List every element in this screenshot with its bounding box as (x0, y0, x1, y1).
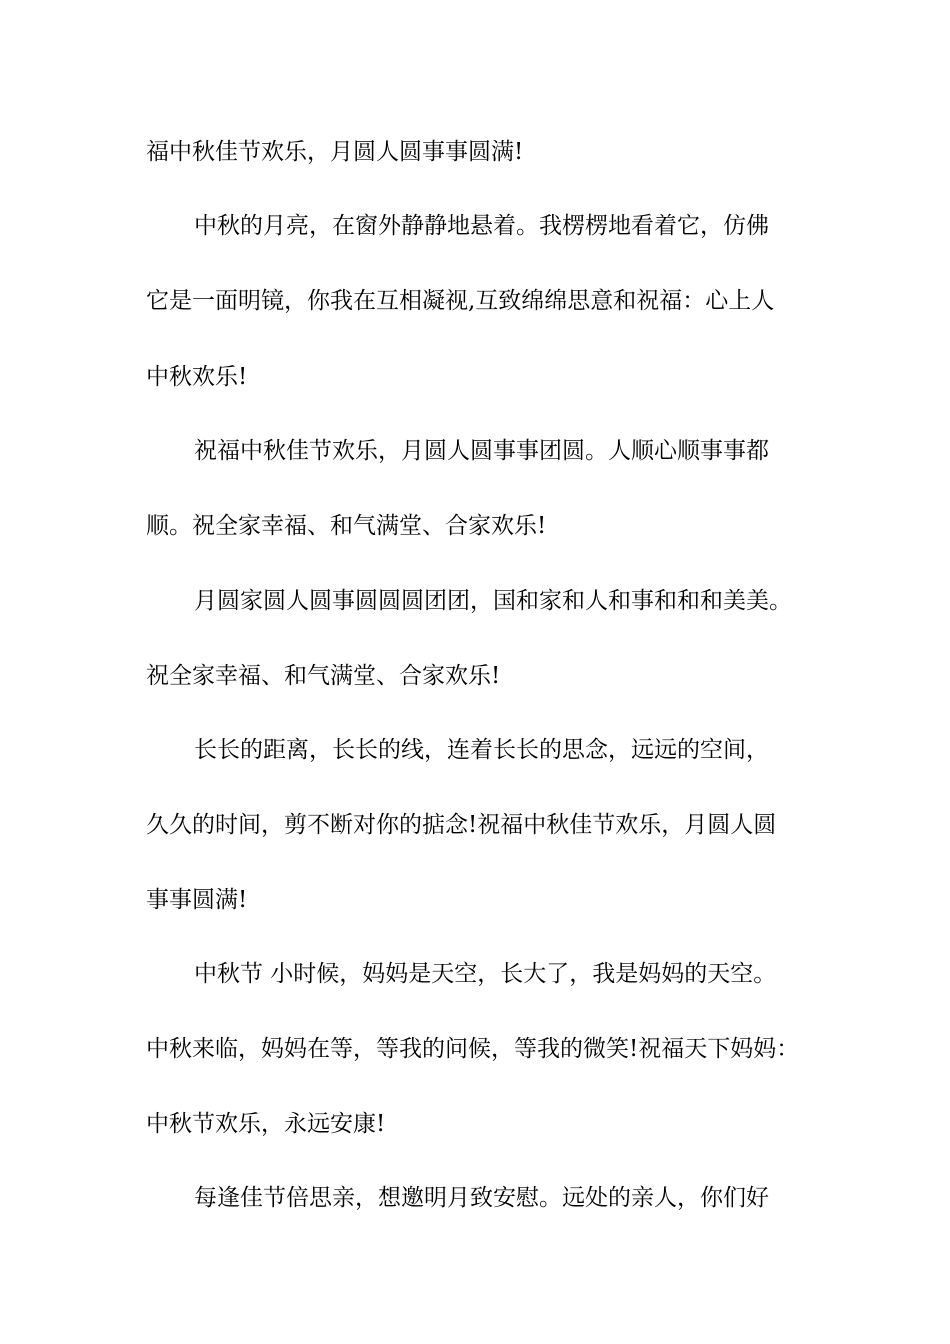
text-line: 顺。祝全家幸福、和气满堂、合家欢乐! (146, 513, 547, 539)
text-line: 中秋欢乐! (146, 364, 248, 390)
text-line: 中秋节欢乐，永远安康! (146, 1111, 386, 1137)
text-line: 中秋的月亮，在窗外静静地悬着。我楞楞地看着它，仿佛 (194, 213, 769, 239)
text-line: 长长的距离，长长的线，连着长长的思念，远远的空间， (194, 737, 769, 763)
text-line: 祝福中秋佳节欢乐，月圆人圆事事团圆。人顺心顺事事都 (194, 438, 769, 464)
text-line: 久久的时间，剪不断对你的掂念!祝福中秋佳节欢乐，月圆人圆 (146, 812, 777, 838)
text-line: 月圆家圆人圆事圆圆圆团团，国和家和人和事和和和美美。 (194, 588, 792, 614)
text-line: 福中秋佳节欢乐，月圆人圆事事圆满! (146, 139, 524, 165)
text-line: 中秋节 小时候，妈妈是天空，长大了，我是妈妈的天空。 (194, 961, 777, 987)
text-line: 中秋来临，妈妈在等，等我的问候，等我的微笑!祝福天下妈妈： (146, 1036, 800, 1062)
text-line: 它是一面明镜，你我在互相凝视,互致绵绵思意和祝福：心上人 (146, 288, 775, 314)
text-line: 每逢佳节倍思亲，想邀明月致安慰。远处的亲人，你们好 (194, 1185, 769, 1211)
text-line: 事事圆满! (146, 887, 248, 913)
text-line: 祝全家幸福、和气满堂、合家欢乐! (146, 663, 501, 689)
